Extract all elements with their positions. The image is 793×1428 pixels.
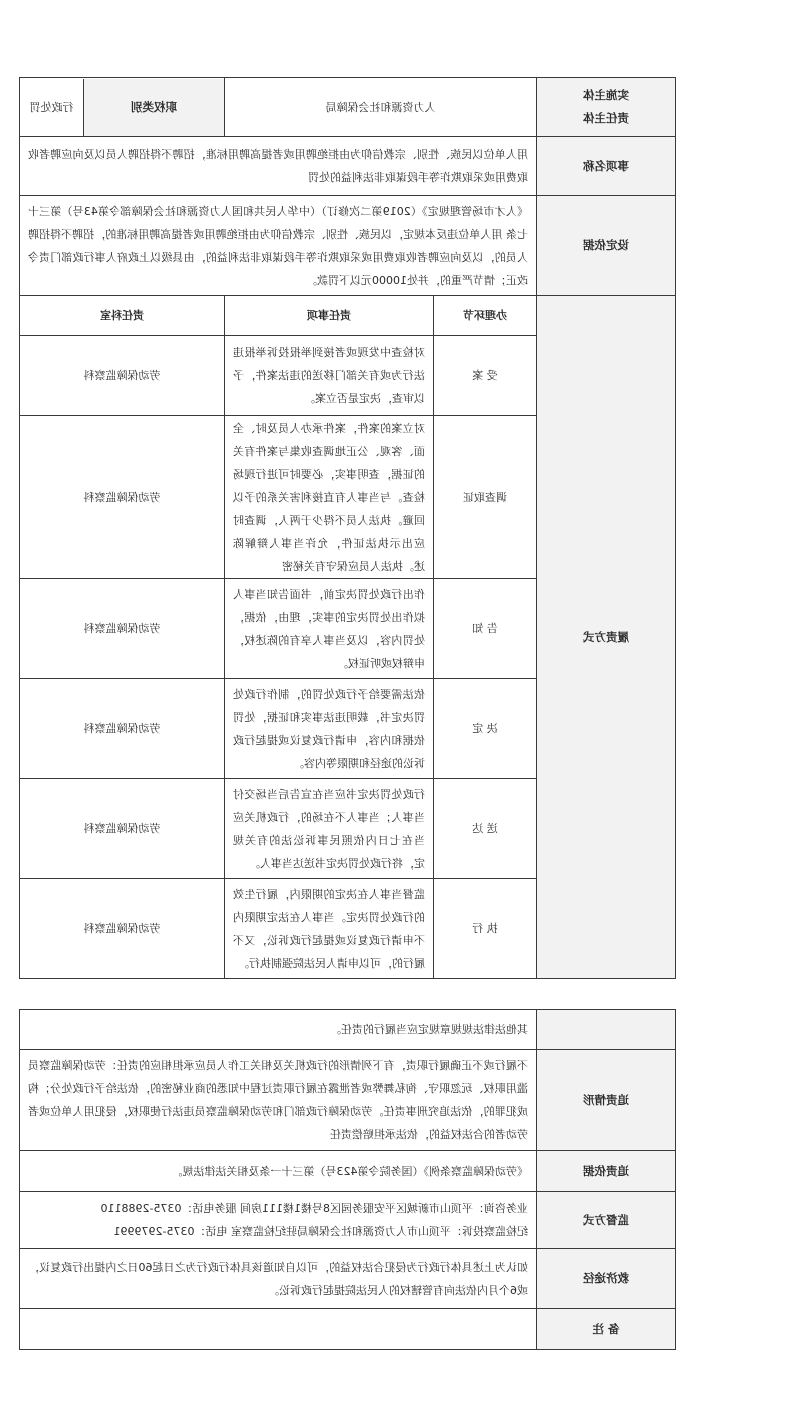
remark-row — [20, 1309, 676, 1350]
basis-label: 设定依据 — [537, 196, 676, 296]
supervision-label: 监督方式 — [537, 1192, 676, 1249]
item-cell: 行政处罚决定书应当在宣告后当场交付当事人；当事人不在场的，行政机关应当在七日内依照民事诉讼法的有关规定，将行政处罚决定书送达当事人。 — [225, 779, 434, 879]
category-label: 职权类别 — [83, 79, 224, 136]
accountability-row — [20, 1050, 676, 1151]
dept-cell: 劳动保障监察科 — [20, 779, 225, 879]
method-header-row — [20, 296, 676, 336]
supervision-line-2: 纪检监察投诉：平顶山市人力资源和社会保障局驻纪检监察室 电话：0375-2979991 — [113, 1225, 528, 1238]
accountability-table — [19, 1009, 676, 1350]
col-step: 办理环节 — [434, 296, 537, 336]
item-text: 用人单位以民族、性别、宗教信仰为由拒绝聘用或者提高聘用标准，招聘不得招聘人员以及向应聘者收取费用或采取欺诈等手段谋取非法利益的处罚 — [20, 137, 537, 196]
supervision-line-1: 业务咨询：平顶山市新城区平安服务园区8号楼1楼111房间 服务电话：0375-2988110 — [100, 1202, 528, 1215]
basis-row — [20, 196, 676, 296]
dept-cell: 劳动保障监察科 — [20, 579, 225, 679]
dept-cell: 劳动保障监察科 — [20, 336, 225, 416]
responsibility-table — [19, 77, 676, 979]
remedy-label: 救济途径 — [537, 1249, 676, 1309]
acc-basis-label: 追责依据 — [537, 1151, 676, 1192]
dept-cell: 劳动保障监察科 — [20, 879, 225, 979]
remark-text — [20, 1309, 537, 1350]
method-label: 履责方式 — [537, 296, 676, 979]
acc-basis-text: 《劳动保障监察条例》（国务院令第423号）第三十一条及相关法律法规。 — [20, 1151, 537, 1192]
item-cell: 对立案的案件，案件承办人员及时、全面、客观、公正地调查收集与案件有关的证据，查明事实，必要时可进行现场检查。与当事人有直接利害关系的予以回避。执法人员不得少于两人，调查时应出示执法证件，允许当事人辩解陈述。执法人员应保守有关秘密 — [225, 416, 434, 579]
other-row — [20, 1010, 676, 1050]
step-cell: 执 行 — [434, 879, 537, 979]
supervision-text — [20, 1192, 537, 1249]
accountability-text: 不履行或不正确履行职责，有下列情形的行政机关及相关工作人员应承担相应的责任：劳动保障监察员滥用职权、玩忽职守、徇私舞弊或者泄露在履行职责过程中知悉的商业秘密的，依法给予行政处分；构成犯罪的，依法追究刑事责任。劳动保障行政部门和劳动保障监察员违法行使职权，侵犯用人单位或者劳动者的合法权益的，依法承担赔偿责任 — [20, 1050, 537, 1151]
step-cell: 受 案 — [434, 336, 537, 416]
acc-basis-row — [20, 1151, 676, 1192]
category-cell — [20, 78, 225, 137]
accountability-label: 追责情形 — [537, 1050, 676, 1151]
col-item: 责任事项 — [225, 296, 434, 336]
remedy-text: 如认为上述具体行政行为侵犯合法权益的，可以自知道该具体行政行为之日起60日之内提出行政复议，或6个月内依法向有管辖权的人民法院提起行政诉讼。 — [20, 1249, 537, 1309]
item-cell: 监督当事人在决定的期限内，履行生效的行政处罚决定。当事人在法定期限内不申请行政复议或提起行政诉讼，又不履行的，可以申请人民法院强制执行。 — [225, 879, 434, 979]
step-cell: 调查取证 — [434, 416, 537, 579]
dept-cell: 劳动保障监察科 — [20, 416, 225, 579]
subject-row — [20, 78, 676, 137]
other-label-cell — [537, 1010, 676, 1050]
item-cell: 依法需要给予行政处罚的，制作行政处罚决定书，载明违法事实和证据，处罚依据和内容，申请行政复议或提起行政诉讼的途径和期限等内容。 — [225, 679, 434, 779]
remedy-row — [20, 1249, 676, 1309]
item-label: 事项名称 — [537, 137, 676, 196]
step-cell: 告 知 — [434, 579, 537, 679]
supervision-row — [20, 1192, 676, 1249]
subject-label: 实施主体 责任主体 — [537, 78, 676, 137]
remark-label: 备 注 — [537, 1309, 676, 1350]
item-row — [20, 137, 676, 196]
col-dept: 责任科室 — [20, 296, 225, 336]
step-cell: 送 达 — [434, 779, 537, 879]
other-text: 其他法律法规规章规定应当履行的责任。 — [20, 1010, 537, 1050]
implement-value: 人力资源和社会保障局 — [225, 78, 537, 137]
item-cell: 对检查中发现或者接到举报投诉举报违法行为或有关部门移送的违法案件，予以审查，决定是否立案。 — [225, 336, 434, 416]
item-cell: 作出行政处罚决定前，书面告知当事人拟作出处罚决定的事实，理由，依据，处罚内容，以及当事人享有的陈述权，申辩权或听证权。 — [225, 579, 434, 679]
basis-text: 《人才市场管理规定》（2019第二次修订）（中华人民共和国人力资源和社会保障部令第43号）第三十七条 用人单位违反本规定，以民族、性别、宗教信仰为由拒绝聘用或者提高聘用标准的，招聘不得招聘人员的，以及向应聘者收取费用或采取欺诈等手段谋取非法利益的，由县级以上政府人事行政部门责令改正；情节严重的，并处10000元以下罚款。 — [20, 196, 537, 296]
dept-cell: 劳动保障监察科 — [20, 679, 225, 779]
step-cell: 决 定 — [434, 679, 537, 779]
category-value: 行政处罚 — [29, 100, 74, 114]
